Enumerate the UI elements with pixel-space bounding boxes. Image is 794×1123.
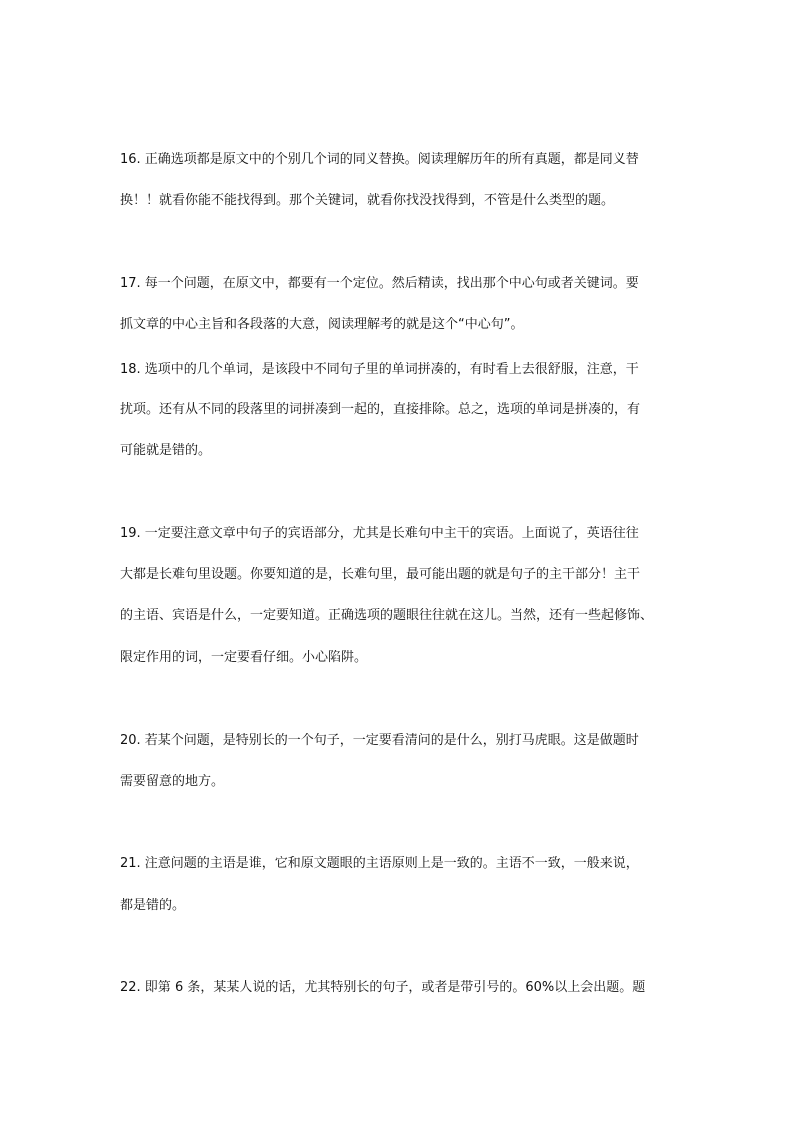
item-22-line-1: 22. 即第 6 条，某某人说的话，尤其特别长的句子，或者是带引号的。60%以上会出题。题 — [120, 980, 646, 995]
item-19-line-2: 大都是长难句里设题。你要知道的是，长难句里，最可能出题的就是句子的主干部分！主干 — [120, 567, 641, 582]
item-19-line-1: 19. 一定要注意文章中句子的宾语部分，尤其是长难句中主干的宾语。上面说了，英语往往 — [120, 526, 639, 541]
item-18-line-1: 18. 选项中的几个单词，是该段中不同句子里的单词拼凑的，有时看上去很舒服，注意，干 — [120, 362, 639, 377]
item-18-line-2: 扰项。还有从不同的段落里的词拼凑到一起的，直接排除。总之，选项的单词是拼凑的，有 — [120, 402, 641, 417]
item-16-line-2: 换！！就看你能不能找得到。那个关键词，就看你找没找得到，不管是什么类型的题。 — [120, 193, 615, 208]
item-18-line-3: 可能就是错的。 — [120, 443, 212, 458]
item-21-line-1: 21. 注意问题的主语是谁，它和原文题眼的主语原则上是一致的。主语不一致，一般来说， — [120, 856, 639, 871]
item-16-line-1: 16. 正确选项都是原文中的个别几个词的同义替换。阅读理解历年的所有真题，都是同义替 — [120, 152, 639, 167]
item-19-line-4: 限定作用的词，一定要看仔细。小心陷阱。 — [120, 650, 368, 665]
item-20-line-1: 20. 若某个问题，是特别长的一个句子，一定要看清问的是什么，别打马虎眼。这是做题时 — [120, 733, 639, 748]
item-21-line-2: 都是错的。 — [120, 898, 186, 913]
item-17-line-1: 17. 每一个问题，在原文中，都要有一个定位。然后精读，找出那个中心句或者关键词。要 — [120, 276, 639, 291]
item-19-line-3: 的主语、宾语是什么，一定要知道。正确选项的题眼往往就在这儿。当然，还有一些起修饰、 — [120, 608, 654, 623]
item-17-line-2: 抓文章的中心主旨和各段落的大意，阅读理解考的就是这个“中心句”。 — [120, 317, 524, 332]
item-20-line-2: 需要留意的地方。 — [120, 774, 225, 789]
